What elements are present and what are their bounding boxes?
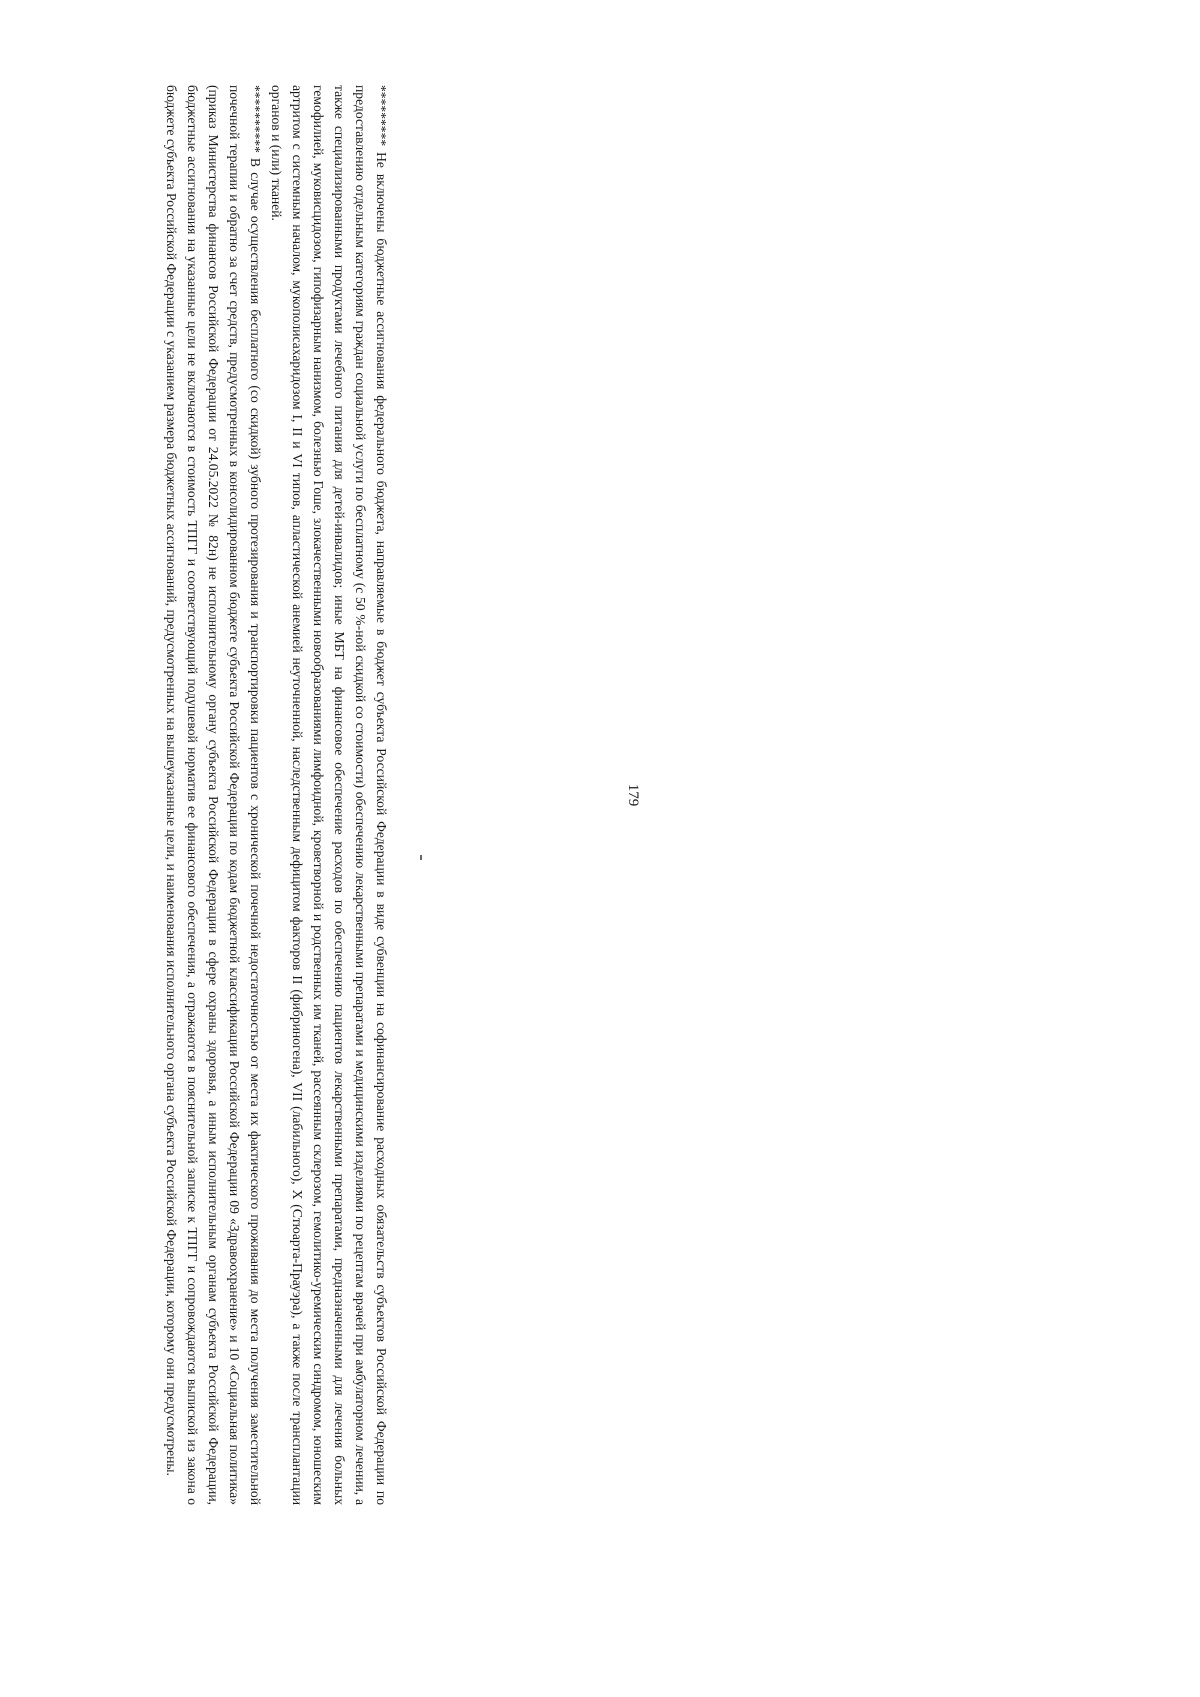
footnote-10-stars: ********** В случае осуществления бесплатного (со скидкой) зубного протезирования и транспортировки пациентов с хронической почечной недостаточностью от места их фактического проживания до места получения заместительной почечной терапии и обратно за счет средств, предусмотренных в консолидированном бюджете субъекта Российской Федерации по кодам бюджетной классификации Российской Федерации 09 «Здравоохранение» и 10 «Социальная политика» (приказ Министерства финансов Российской Федерации от 24.05.2022 № 82н) не исполнительному органу субъекта Российской Федерации в сфере охраны здоровья, а иным исполнительным органам субъекта Российской Федерации, бюджетные ассигнования на указанные цели не включаются в стоимость ТПГГ и соответствующий подушевой норматив ее финансового обеспечения, а отражаются в пояснительной записке к ТПГГ и сопровождаются выпиской из закона о бюджете субъекта Российской Федерации с указанием размера бюджетных ассигнований, предусмотренных на вышеуказанные цели, и наименования исполнительного органа субъекта Российской Федерации, которому они предусмотрены. [164, 85, 263, 1505]
footnotes [161, 85, 392, 1505]
rotated-content [98, 85, 641, 1505]
footnote-9-stars: ********* Не включены бюджетные ассигнования федерального бюджета, направляемые в бюджет субъекта Российской Федерации в виде субвенции на софинансирование расходных обязательств субъектов Российской Федерации по предоставлению отдельным категориям граждан социальной услуги по бесплатному (с 50 %-ной скидкой со стоимости) обеспечению лекарственными препаратами и медицинскими изделиями по рецептам врачей при амбулаторном лечении, а также специализированными продуктами лечебного питания для детей-инвалидов; иные МБТ на финансовое обеспечение расходов по обеспечению пациентов лекарственными препаратами, предназначенными для лечения больных гемофилией, муковисцидозом, гипофизарным нанизмом, болезнью Гоше, злокачественными новообразованиями лимфоидной, кроветворной и родственных им тканей, рассеянным склерозом, гемолитико-уремическим синдромом, юношеским артритом с системным началом, мукополисахаридозом I, II и VI типов, апластической анемией неуточненной, наследственным дефицитом факторов II (фибриногена), VII (лабильного), X (Стюарта-Прауэра), а также после трансплантации органов и (или) тканей. [269, 85, 389, 1505]
page-number: 179 [625, 783, 641, 807]
scan-speck [420, 855, 422, 860]
